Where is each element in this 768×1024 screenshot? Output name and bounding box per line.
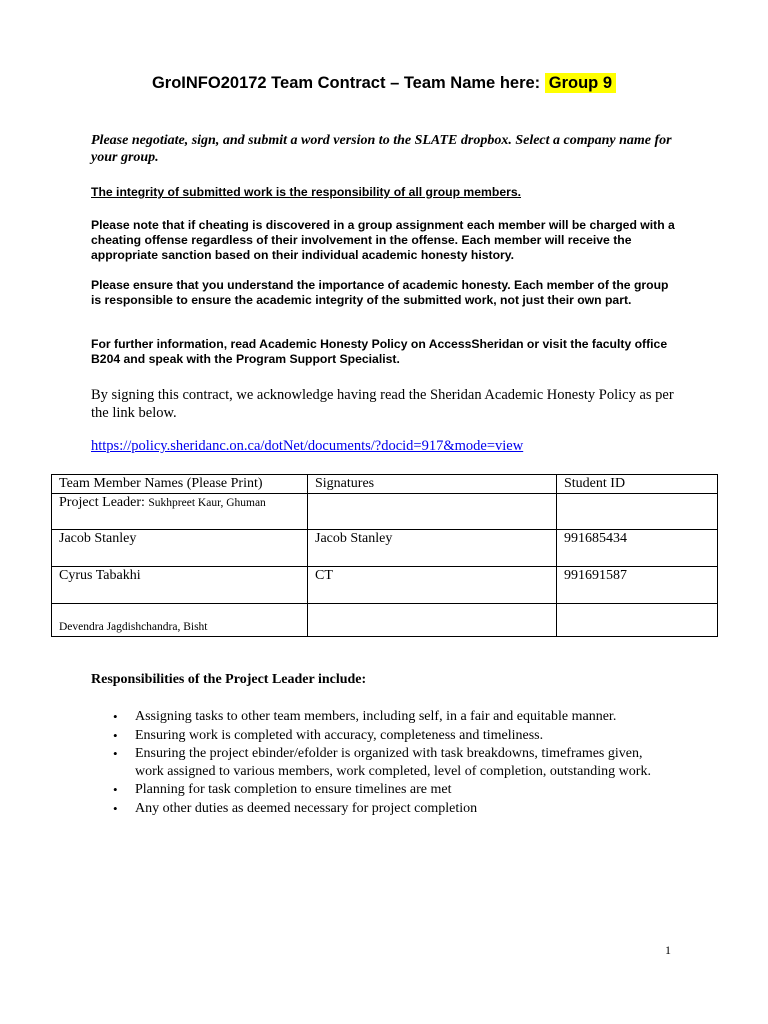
- further-info-paragraph: For further information, read Academic Honesty Policy on AccessSheridan or visit the faculty office B204 and speak with the Program Support Specialist.: [91, 337, 668, 366]
- leader-id-cell[interactable]: [557, 494, 718, 530]
- title-text: GroINFO20172 Team Contract – Team Name here:: [151, 74, 545, 92]
- list-item-text: Ensuring the project ebinder/efolder is organized with task breakdowns, timeframes given, work assigned to various members, work completed, level of completion, outstanding work.: [135, 746, 651, 779]
- table-header-row: [52, 475, 718, 494]
- member-student-id[interactable]: [557, 604, 718, 637]
- intro-instructions: Please negotiate, sign, and submit a word version to the SLATE dropbox. Select a company name for your group.: [91, 133, 672, 165]
- bullet-icon: •: [113, 746, 118, 761]
- responsibilities-list: [91, 708, 671, 818]
- list-item: [91, 708, 671, 726]
- list-item-text: Planning for task completion to ensure timelines are met: [135, 782, 452, 797]
- bullet-icon: •: [113, 727, 118, 743]
- page-number: 1: [665, 943, 671, 957]
- leader-name: Sukhpreet Kaur, Ghuman: [148, 497, 266, 509]
- header-student-id: Student ID: [557, 475, 718, 494]
- member-student-id: 991685434: [557, 530, 718, 567]
- leader-signature-cell[interactable]: [308, 494, 557, 530]
- cheating-paragraph: Please note that if cheating is discovered in a group assignment each member will be charged with a cheating offense regardless of their involvement in the offense. Each member will receive the appropriate sanction based on their individual academic honesty history.: [91, 218, 675, 262]
- member-name: Devendra Jagdishchandra, Bisht: [59, 621, 208, 633]
- page-title: [0, 74, 768, 93]
- member-signature[interactable]: [308, 604, 557, 637]
- integrity-statement: The integrity of submitted work is the responsibility of all group members.: [91, 185, 522, 199]
- member-signature: Jacob Stanley: [308, 530, 557, 567]
- team-name-highlight: Group 9: [545, 73, 616, 93]
- list-item: [91, 781, 671, 799]
- list-item: [91, 727, 671, 745]
- leader-label: Project Leader:: [59, 495, 149, 510]
- member-name: Cyrus Tabakhi: [52, 567, 308, 604]
- bullet-icon: •: [113, 800, 118, 816]
- list-item: [91, 745, 671, 780]
- leader-cell: [52, 494, 308, 530]
- team-members-table: [51, 474, 718, 637]
- member-name: Jacob Stanley: [52, 530, 308, 567]
- table-row: [52, 530, 718, 567]
- list-item-text: Any other duties as deemed necessary for project completion: [135, 800, 478, 816]
- bullet-icon: •: [113, 782, 118, 797]
- acknowledgement-text: By signing this contract, we acknowledge having read the Sheridan Academic Honesty Policy as per the link below.: [91, 387, 674, 421]
- table-row: [52, 604, 718, 637]
- bullet-icon: •: [113, 709, 118, 724]
- table-row: [52, 567, 718, 604]
- list-item-text: Ensuring work is completed with accuracy, completeness and timeliness.: [135, 727, 544, 743]
- header-signatures: Signatures: [308, 475, 557, 494]
- member-name-cell: [52, 604, 308, 637]
- table-row-leader: [52, 494, 718, 530]
- member-signature: CT: [308, 567, 557, 604]
- list-item: [91, 800, 671, 818]
- header-names: Team Member Names (Please Print): [52, 475, 308, 494]
- member-student-id: 991691587: [557, 567, 718, 604]
- honesty-paragraph: Please ensure that you understand the importance of academic honesty. Each member of the group is responsible to ensure the academic integrity of the submitted work, not just their own part.: [91, 278, 669, 307]
- responsibilities-heading: Responsibilities of the Project Leader include:: [91, 672, 367, 687]
- list-item-text: Assigning tasks to other team members, including self, in a fair and equitable manner.: [135, 709, 617, 724]
- policy-link[interactable]: https://policy.sheridanc.on.ca/dotNet/documents/?docid=917&mode=view: [91, 438, 524, 454]
